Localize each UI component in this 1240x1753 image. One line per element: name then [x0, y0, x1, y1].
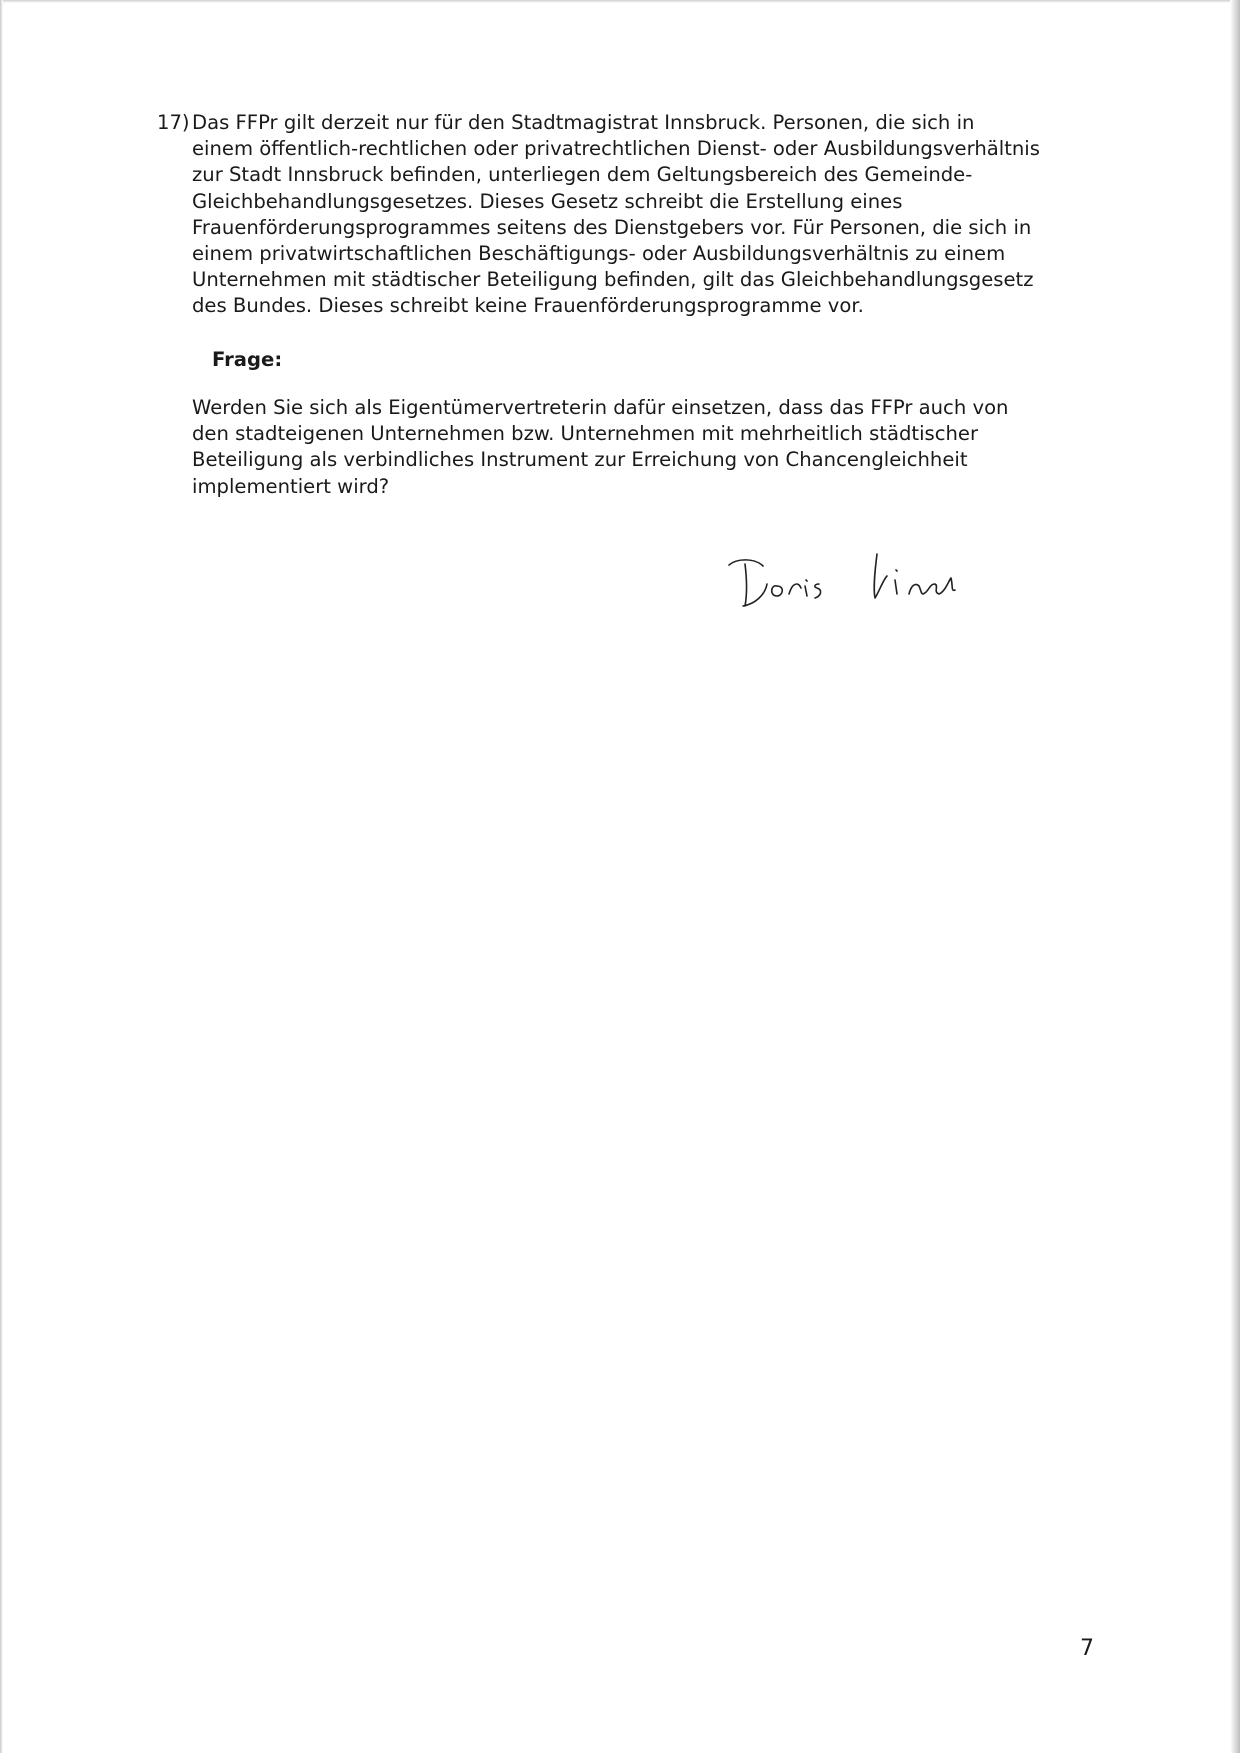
question-text: Werden Sie sich als Eigentümervertreterin dafür einsetzen, dass das FFPr auch von den stadteigenen Unternehmen bzw. Unternehmen mit mehrheitlich städtischer Beteiligung als verbindliches Instrument zur Erreichung von Chancengleichheit implementiert wird? [192, 396, 1009, 498]
scan-edge-right [1230, 0, 1240, 1753]
numbered-item [157, 110, 1117, 320]
item-number: 17) [157, 111, 190, 134]
item-text: Das FFPr gilt derzeit nur für den Stadtmagistrat Innsbruck. Personen, die sich in einem öffentlich-rechtlichen oder privatrechtlichen Dienst- oder Ausbildungsverhältnis zur Stadt Innsbruck befinden, unterliegen dem Geltungsbereich des Gemeinde- Gleichbehandlungsgesetzes. Dieses Gesetz schreibt die Erstellung eines Frauenförderungsprogrammes seitens des Dienstgebers vor. Für Personen, die sich in einem privatwirtschaftlichen Beschäftigungs- oder Ausbildungsverhältnis zu einem Unternehmen mit städtischer Beteiligung befinden, gilt das Gleichbehandlungsgesetz des Bundes. Dieses schreibt keine Frauenförderungsprogramme vor. [192, 111, 1040, 318]
page-number: 7 [1080, 1636, 1094, 1661]
handwritten-signature [725, 540, 1025, 620]
frage-heading: Frage: [212, 348, 283, 371]
scan-edge-top [0, 0, 1240, 3]
scan-edge-left [0, 0, 3, 1753]
